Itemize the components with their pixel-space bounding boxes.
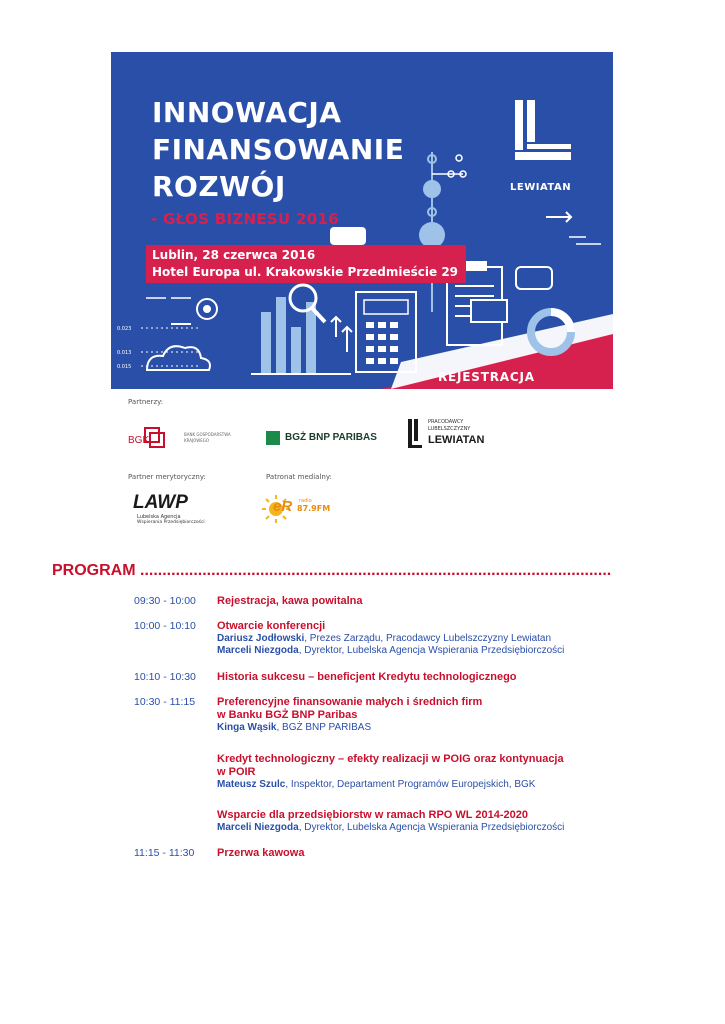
bnp-icon	[266, 431, 280, 445]
bgk-logo: BGK BANK GOSPODARSTWA KRAJOWEGO	[128, 427, 238, 451]
partners-section	[111, 389, 613, 535]
lewiatan-icon	[408, 419, 422, 449]
event-banner	[111, 52, 613, 389]
agenda-title: Przerwa kawowa	[217, 847, 305, 859]
agenda-time: 11:15 - 11:30	[134, 847, 195, 859]
agenda-time: 10:10 - 10:30	[134, 671, 196, 683]
scale-label: 0.015	[117, 364, 132, 370]
banner-subtitle: - GŁOS BIZNESU 2016	[151, 210, 339, 228]
agenda-speaker: Kinga Wąsik, BGŻ BNP PARIBAS	[217, 722, 372, 733]
register-button[interactable]: REJESTRACJA	[438, 370, 535, 384]
media-partner-label: Patronat medialny:	[266, 473, 332, 481]
agenda-speaker: Marceli Niezgoda, Dyrektor, Lubelska Agencja Wspierania Przedsiębiorczości	[217, 645, 565, 656]
lawp-logo: LAWP Lubelska Agencja Wspierania Przedsiębiorczości	[133, 492, 205, 525]
agenda-title: Historia sukcesu – beneficjent Kredytu technologicznego	[217, 671, 517, 683]
partners-label: Partnerzy:	[128, 398, 164, 406]
event-venue: Hotel Europa ul. Krakowskie Przedmieście 29	[152, 265, 459, 279]
agenda-title-cont: w POIR	[217, 766, 256, 778]
agenda-time: 10:00 - 10:10	[134, 620, 196, 632]
agenda-speaker: Dariusz Jodłowski, Prezes Zarządu, Pracodawcy Lubelszczyzny Lewiatan	[217, 633, 552, 644]
bnp-logo: BGŻ BNP PARIBAS	[266, 429, 396, 449]
agenda-title-cont: w Banku BGŻ BNP Paribas	[217, 709, 358, 721]
agenda-time: 10:30 - 11:15	[134, 696, 196, 708]
program-heading: PROGRAM ..........................................................................................................	[52, 562, 612, 579]
radio-er-logo: eR radio 87.9FM	[261, 492, 341, 528]
agenda-title: Preferencyjne finansowanie małych i średnich firm	[217, 696, 483, 708]
agenda-title: Rejestracja, kawa powitalna	[217, 595, 363, 607]
agenda-title: Otwarcie konferencji	[217, 620, 326, 632]
agenda-title: Wsparcie dla przedsiębiorstw w ramach RPO WL 2014-2020	[217, 809, 528, 821]
content-partner-label: Partner merytoryczny:	[128, 473, 206, 481]
agenda-time: 09:30 - 10:00	[134, 595, 196, 607]
scale-label: 0.023	[117, 326, 132, 332]
banner-title: INNOWACJA FINANSOWANIE ROZWÓJ	[152, 96, 405, 203]
lewiatan-logo-text: LEWIATAN	[510, 182, 572, 193]
event-info-box	[146, 245, 466, 283]
agenda-speaker: Mateusz Szulc, Inspektor, Departament Programów Europejskich, BGK	[217, 779, 536, 790]
scale-label: 0.013	[117, 350, 132, 356]
agenda-speaker: Marceli Niezgoda, Dyrektor, Lubelska Agencja Wspierania Przedsiębiorczości	[217, 822, 565, 833]
event-date: Lublin, 28 czerwca 2016	[152, 248, 316, 262]
lewiatan-logo: PRACODAWCY LUBELSZCZYZNY LEWIATAN	[408, 419, 508, 451]
agenda-title: Kredyt technologiczny – efekty realizacji w POIG oraz kontynuacja	[217, 753, 564, 765]
